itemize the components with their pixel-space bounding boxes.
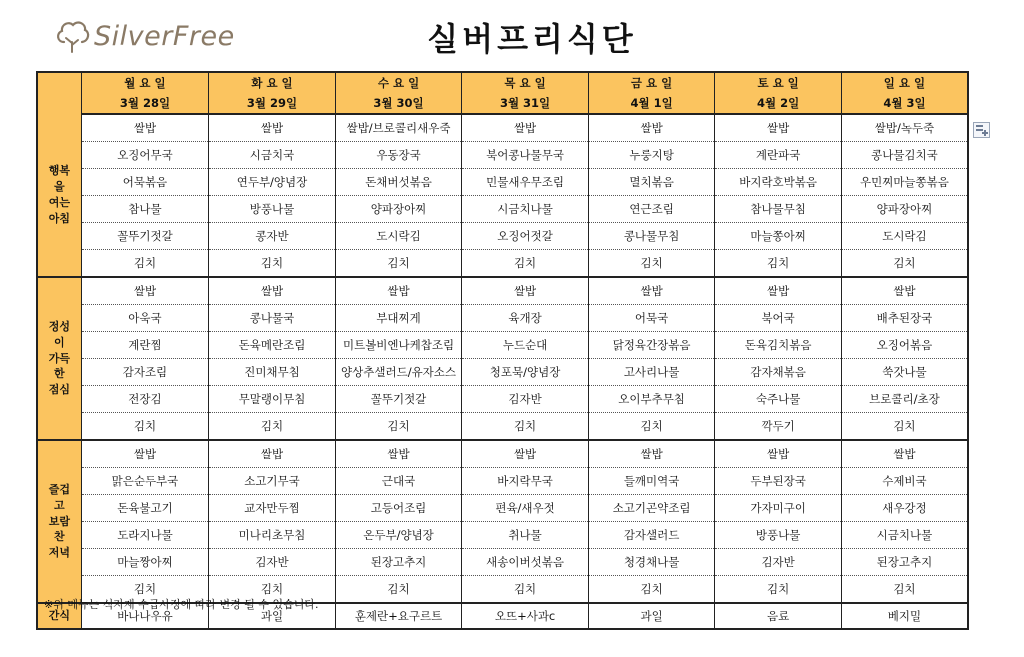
meal-label-line: 행복 (48, 164, 70, 178)
menu-cell: 된장고추지 (335, 549, 462, 576)
menu-cell: 쌀밥 (715, 277, 842, 305)
menu-cell: 닭정육간장볶음 (588, 332, 715, 359)
menu-cell: 방풍나물 (209, 196, 336, 223)
breakfast-row (37, 223, 968, 250)
meal-label-line: 을 (54, 180, 65, 194)
menu-cell: 소고기곤약조림 (588, 495, 715, 522)
menu-cell: 쌀밥 (841, 277, 968, 305)
breakfast-row (37, 169, 968, 196)
day-header: 일 요 일 (841, 72, 968, 93)
meal-label-line: 찬 (54, 530, 65, 544)
menu-cell: 쌀밥 (462, 114, 589, 142)
menu-cell: 근대국 (335, 468, 462, 495)
meal-label-line: 정성 (48, 319, 70, 333)
menu-cell: 소고기무국 (209, 468, 336, 495)
menu-cell: 고사리나물 (588, 359, 715, 386)
menu-cell: 김자반 (715, 549, 842, 576)
dinner-row (37, 468, 968, 495)
menu-cell: 쌀밥 (715, 114, 842, 142)
menu-cell: 새우강정 (841, 495, 968, 522)
meal-label-line: 아침 (48, 211, 70, 225)
menu-cell: 편육/새우젓 (462, 495, 589, 522)
lunch-row (37, 386, 968, 413)
page-title: 실버프리식단 (427, 20, 637, 58)
menu-cell: 훈제란+요구르트 (335, 603, 462, 629)
meal-label-line: 고 (54, 498, 65, 512)
menu-cell: 취나물 (462, 522, 589, 549)
footnote: ※위 메뉴는 식자재 수급사정에 따라 변경 될 수 있습니다. (44, 598, 319, 611)
logo-text: SilverFree (94, 20, 235, 52)
meal-label-line: 즐겁 (48, 482, 70, 496)
menu-cell: 김치 (841, 576, 968, 604)
menu-cell: 돈채버섯볶음 (335, 169, 462, 196)
menu-cell: 어묵국 (588, 305, 715, 332)
menu-cell: 미나리초무침 (209, 522, 336, 549)
menu-cell: 쌀밥 (335, 277, 462, 305)
menu-cell: 연두부/양념장 (209, 169, 336, 196)
menu-cell: 교자만두찜 (209, 495, 336, 522)
menu-cell: 깍두기 (715, 413, 842, 441)
menu-cell: 진미채무침 (209, 359, 336, 386)
menu-cell: 쌀밥 (81, 114, 209, 142)
menu-cell: 새송이버섯볶음 (462, 549, 589, 576)
menu-cell: 콩자반 (209, 223, 336, 250)
dinner-row (37, 522, 968, 549)
menu-cell: 도시락김 (841, 223, 968, 250)
lunch-label (37, 277, 81, 440)
menu-cell: 마늘짱아찌 (81, 549, 209, 576)
menu-cell: 가자미구이 (715, 495, 842, 522)
date-header: 4월 1일 (588, 93, 715, 114)
menu-cell: 참나물 (81, 196, 209, 223)
menu-cell: 참나물무침 (715, 196, 842, 223)
day-header: 토 요 일 (715, 72, 842, 93)
menu-cell: 시금치국 (209, 142, 336, 169)
menu-cell: 청경채나물 (588, 549, 715, 576)
meal-label-line: 한 (54, 367, 65, 381)
menu-cell: 쑥갓나물 (841, 359, 968, 386)
menu-cell: 돈육김치볶음 (715, 332, 842, 359)
menu-cell: 된장고추지 (841, 549, 968, 576)
menu-cell: 북어콩나물무국 (462, 142, 589, 169)
menu-cell: 누룽지탕 (588, 142, 715, 169)
meal-label-line: 보람 (48, 514, 70, 528)
menu-cell: 브로콜리/초장 (841, 386, 968, 413)
menu-cell: 돈육불고기 (81, 495, 209, 522)
menu-cell: 돈육메란조림 (209, 332, 336, 359)
menu-cell: 김치 (588, 576, 715, 604)
menu-cell: 쌀밥 (588, 440, 715, 468)
menu-cell: 양파장아찌 (841, 196, 968, 223)
date-header: 3월 31일 (462, 93, 589, 114)
menu-cell: 무말랭이무침 (209, 386, 336, 413)
menu-cell: 김자반 (209, 549, 336, 576)
menu-cell: 쌀밥 (841, 440, 968, 468)
menu-cell: 콩나물무침 (588, 223, 715, 250)
menu-cell: 수제비국 (841, 468, 968, 495)
menu-cell: 육개장 (462, 305, 589, 332)
menu-cell: 들깨미역국 (588, 468, 715, 495)
menu-cell: 김치 (335, 576, 462, 604)
menu-cell: 우민찌마늘쫑볶음 (841, 169, 968, 196)
menu-cell: 베지밀 (841, 603, 968, 629)
menu-cell: 어묵볶음 (81, 169, 209, 196)
menu-cell: 김치 (209, 250, 336, 278)
menu-cell: 두부된장국 (715, 468, 842, 495)
menu-cell: 계란찜 (81, 332, 209, 359)
menu-cell: 시금치나물 (841, 522, 968, 549)
menu-cell: 배추된장국 (841, 305, 968, 332)
menu-cell: 청포묵/양념장 (462, 359, 589, 386)
date-header: 3월 30일 (335, 93, 462, 114)
menu-cell: 부대찌게 (335, 305, 462, 332)
menu-cell: 감자조림 (81, 359, 209, 386)
menu-cell: 쌀밥 (588, 114, 715, 142)
menu-cell: 쌀밥 (335, 440, 462, 468)
menu-cell: 양파장아찌 (335, 196, 462, 223)
menu-cell: 김치 (588, 250, 715, 278)
menu-cell: 김치 (462, 413, 589, 441)
lunch-row (37, 332, 968, 359)
breakfast-row (37, 142, 968, 169)
menu-cell: 멸치볶음 (588, 169, 715, 196)
menu-cell: 바지락호박볶음 (715, 169, 842, 196)
date-header: 3월 28일 (81, 93, 209, 114)
menu-cell: 쌀밥 (209, 277, 336, 305)
menu-cell: 쌀밥 (81, 277, 209, 305)
menu-cell: 방풍나물 (715, 522, 842, 549)
menu-cell: 감자채볶음 (715, 359, 842, 386)
date-header: 3월 29일 (209, 93, 336, 114)
corner-cell (37, 72, 81, 114)
menu-cell: 시금치나물 (462, 196, 589, 223)
menu-cell: 계란파국 (715, 142, 842, 169)
menu-cell: 김치 (335, 250, 462, 278)
menu-cell: 김치 (209, 576, 336, 604)
menu-cell: 꼴뚜기젓갈 (335, 386, 462, 413)
dinner-row (37, 495, 968, 522)
menu-cell: 쌀밥/녹두죽 (841, 114, 968, 142)
paste-options-icon[interactable] (973, 122, 990, 138)
menu-cell: 도시락김 (335, 223, 462, 250)
menu-cell: 쌀밥 (588, 277, 715, 305)
menu-cell: 음료 (715, 603, 842, 629)
date-header-row (37, 93, 968, 114)
menu-cell: 김치 (462, 250, 589, 278)
menu-cell: 쌀밥 (462, 277, 589, 305)
breakfast-row (37, 114, 968, 142)
breakfast-row (37, 196, 968, 223)
menu-body (37, 114, 968, 629)
dinner-row (37, 549, 968, 576)
menu-cell: 쌀밥 (81, 440, 209, 468)
menu-cell: 북어국 (715, 305, 842, 332)
menu-cell: 김치 (715, 250, 842, 278)
menu-cell: 김치 (81, 576, 209, 604)
day-header: 수 요 일 (335, 72, 462, 93)
menu-cell: 양상추샐러드/유자소스 (335, 359, 462, 386)
menu-cell: 민물새우무조림 (462, 169, 589, 196)
menu-cell: 도라지나물 (81, 522, 209, 549)
menu-cell: 김치 (81, 413, 209, 441)
menu-cell: 김치 (209, 413, 336, 441)
menu-cell: 바지락무국 (462, 468, 589, 495)
meal-label-line: 여는 (48, 196, 70, 209)
menu-cell: 쌀밥 (715, 440, 842, 468)
snack-label: 간식 (37, 603, 81, 629)
day-header: 금 요 일 (588, 72, 715, 93)
menu-cell: 과일 (588, 603, 715, 629)
lunch-row (37, 305, 968, 332)
menu-cell: 연근조림 (588, 196, 715, 223)
dinner-row (37, 440, 968, 468)
meal-label-line: 점심 (48, 383, 70, 397)
meal-label-line: 저녁 (48, 546, 70, 560)
menu-cell: 숙주나물 (715, 386, 842, 413)
date-header: 4월 3일 (841, 93, 968, 114)
menu-cell: 김치 (335, 413, 462, 441)
menu-cell: 과일 (209, 603, 336, 629)
menu-cell: 고등어조림 (335, 495, 462, 522)
menu-cell: 누드순대 (462, 332, 589, 359)
menu-cell: 감자샐러드 (588, 522, 715, 549)
menu-cell: 미트볼비엔나케찹조림 (335, 332, 462, 359)
menu-cell: 쌀밥 (209, 440, 336, 468)
lunch-row (37, 359, 968, 386)
menu-cell: 김치 (588, 413, 715, 441)
meal-label-line: 가득 (48, 351, 70, 365)
lunch-row (37, 413, 968, 441)
menu-cell: 오뜨+사과c (462, 603, 589, 629)
menu-cell: 오징어무국 (81, 142, 209, 169)
day-header: 화 요 일 (209, 72, 336, 93)
menu-cell: 맑은순두부국 (81, 468, 209, 495)
day-header-row (37, 72, 968, 93)
day-header: 월 요 일 (81, 72, 209, 93)
lunch-row (37, 277, 968, 305)
meal-plan-table (36, 71, 969, 630)
meal-label-line: 이 (54, 335, 65, 349)
menu-cell: 우동장국 (335, 142, 462, 169)
breakfast-row (37, 250, 968, 278)
menu-cell: 콩나물김치국 (841, 142, 968, 169)
menu-cell: 온두부/양념장 (335, 522, 462, 549)
menu-cell: 쌀밥 (209, 114, 336, 142)
menu-cell: 오징어볶음 (841, 332, 968, 359)
menu-cell: 김치 (841, 413, 968, 441)
menu-cell: 김치 (841, 250, 968, 278)
menu-cell: 콩나물국 (209, 305, 336, 332)
menu-cell: 쌀밥 (462, 440, 589, 468)
menu-cell: 꼴뚜기젓갈 (81, 223, 209, 250)
date-header: 4월 2일 (715, 93, 842, 114)
menu-cell: 쌀밥/브로콜리새우죽 (335, 114, 462, 142)
menu-cell: 김치 (81, 250, 209, 278)
dinner-label (37, 440, 81, 603)
breakfast-label (37, 114, 81, 277)
menu-cell: 오이부추무침 (588, 386, 715, 413)
menu-cell: 오징어젓갈 (462, 223, 589, 250)
menu-cell: 김치 (462, 576, 589, 604)
menu-cell: 전장김 (81, 386, 209, 413)
menu-cell: 아욱국 (81, 305, 209, 332)
menu-cell: 김자반 (462, 386, 589, 413)
menu-cell: 바나나우유 (81, 603, 209, 629)
day-header: 목 요 일 (462, 72, 589, 93)
menu-cell: 김치 (715, 576, 842, 604)
menu-cell: 마늘쫑아찌 (715, 223, 842, 250)
